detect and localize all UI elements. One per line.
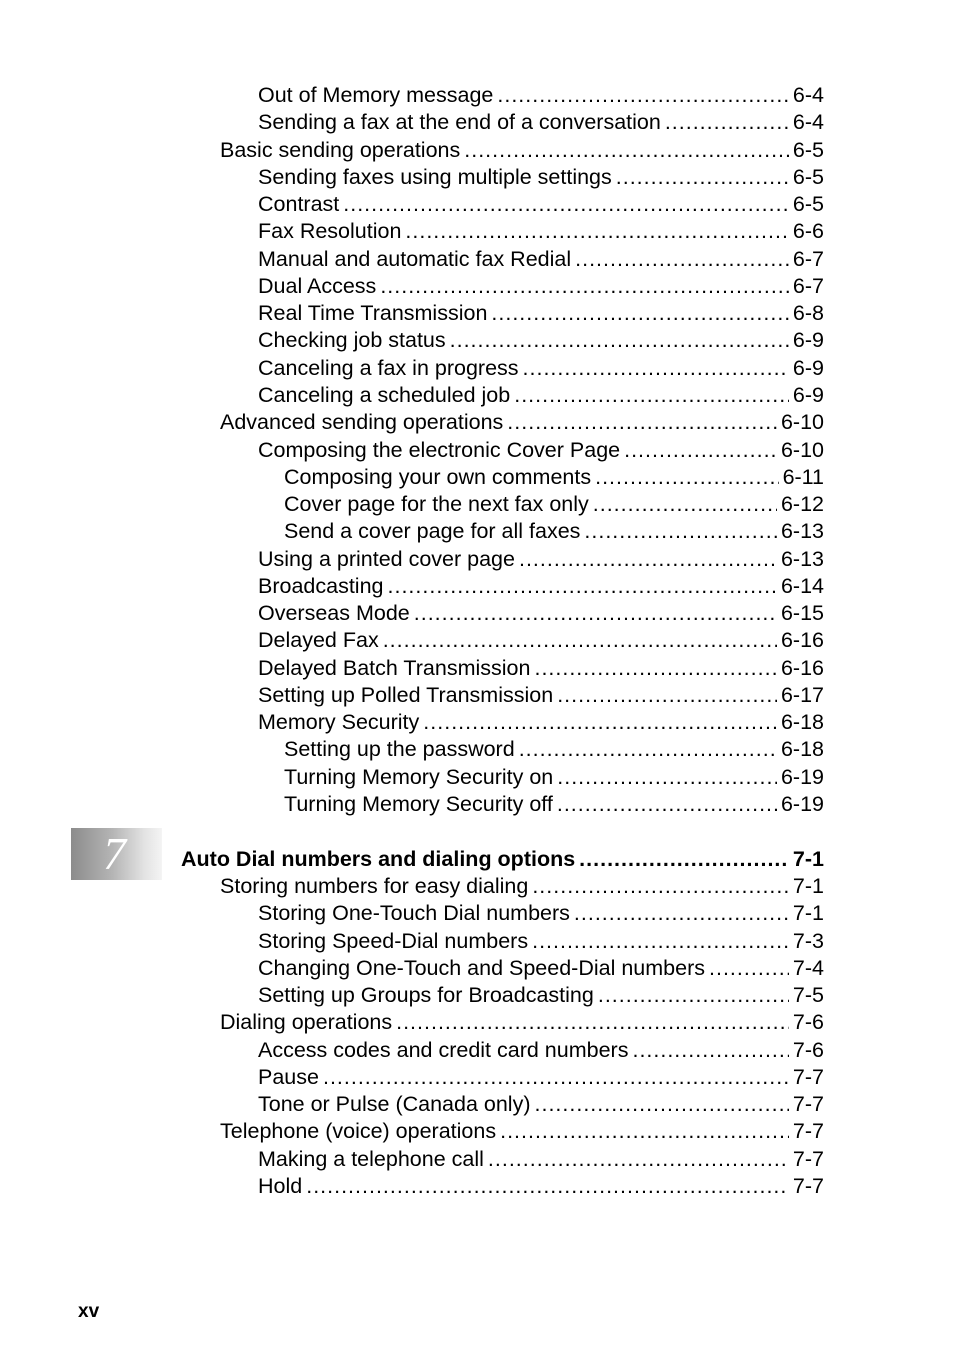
toc-entry-title: Contrast <box>258 192 340 216</box>
toc-entry-title: Cover page for the next fax only <box>284 492 589 516</box>
dot-leader <box>534 655 776 682</box>
toc-entry[interactable] <box>258 709 824 736</box>
chapter-tab <box>71 828 162 880</box>
dot-leader <box>396 1009 789 1036</box>
toc-entry-title: Sending a fax at the end of a conversation <box>258 110 661 134</box>
toc-entry[interactable] <box>284 491 824 518</box>
toc-entry-title: Storing One-Touch Dial numbers <box>258 901 570 925</box>
toc-entry-page: 6-18 <box>780 710 824 734</box>
dot-leader <box>532 873 789 900</box>
toc-entry[interactable] <box>258 273 824 300</box>
dot-leader <box>584 518 777 545</box>
dot-leader <box>624 437 777 464</box>
toc-entry-title: Tone or Pulse (Canada only) <box>258 1092 531 1116</box>
toc-entry-title: Broadcasting <box>258 574 384 598</box>
toc-entry[interactable] <box>258 682 824 709</box>
toc-entry-page: 6-5 <box>792 192 824 216</box>
toc-entry-title: Fax Resolution <box>258 219 402 243</box>
toc-entry-page: 6-5 <box>792 138 824 162</box>
toc-entry-title: Making a telephone call <box>258 1147 484 1171</box>
dot-leader <box>507 409 777 436</box>
dot-leader <box>488 1146 789 1173</box>
toc-entry-page: 6-11 <box>782 465 824 489</box>
dot-leader <box>464 137 789 164</box>
toc-entry[interactable] <box>258 955 824 982</box>
toc-entry[interactable] <box>284 736 824 763</box>
dot-leader <box>343 191 789 218</box>
dot-leader <box>709 955 789 982</box>
toc-entry-title: Real Time Transmission <box>258 301 488 325</box>
toc-entry-page: 7-1 <box>792 874 824 898</box>
toc-entry-page: 6-9 <box>792 328 824 352</box>
toc-entry-title: Setting up the password <box>284 737 515 761</box>
toc-entry-page: 6-13 <box>780 547 824 571</box>
toc-entry-title: Basic sending operations <box>220 138 461 162</box>
toc-entry-page: 6-6 <box>792 219 824 243</box>
dot-leader <box>665 109 789 136</box>
dot-leader <box>598 982 789 1009</box>
toc-entry[interactable] <box>258 928 824 955</box>
toc-entry-title: Telephone (voice) operations <box>220 1119 497 1143</box>
dot-leader <box>450 327 789 354</box>
toc-entry-title: Setting up Polled Transmission <box>258 683 554 707</box>
dot-leader <box>616 164 789 191</box>
toc-entry[interactable] <box>258 437 824 464</box>
toc-entry-title: Using a printed cover page <box>258 547 515 571</box>
toc-entry-title: Composing your own comments <box>284 465 592 489</box>
toc-entry[interactable] <box>284 791 824 818</box>
toc-entry-page: 6-4 <box>792 110 824 134</box>
dot-leader <box>491 300 789 327</box>
dot-leader <box>557 764 777 791</box>
toc-entry-title: Delayed Batch Transmission <box>258 656 531 680</box>
toc-entry-page: 6-12 <box>780 492 824 516</box>
toc-entry-title: Canceling a fax in progress <box>258 356 519 380</box>
dot-leader <box>535 1091 789 1118</box>
toc-entry-page: 7-1 <box>792 847 824 871</box>
toc-entry[interactable] <box>258 600 824 627</box>
toc-entry-title: Delayed Fax <box>258 628 379 652</box>
toc-entry-title: Changing One-Touch and Speed-Dial numbers <box>258 956 705 980</box>
toc-entry[interactable] <box>258 573 824 600</box>
toc-entry-title: Turning Memory Security off <box>284 792 553 816</box>
toc-entry[interactable] <box>258 1064 824 1091</box>
toc-entry[interactable] <box>258 109 824 136</box>
toc-entry[interactable] <box>258 900 824 927</box>
dot-leader <box>383 627 777 654</box>
toc-entry-page: 6-7 <box>792 247 824 271</box>
dot-leader <box>532 928 789 955</box>
toc-entry[interactable] <box>220 1009 824 1036</box>
toc-entry[interactable] <box>258 300 824 327</box>
toc-entry-title: Pause <box>258 1065 319 1089</box>
toc-entry-page: 7-7 <box>792 1092 824 1116</box>
toc-entry[interactable] <box>258 191 824 218</box>
dot-leader <box>514 382 789 409</box>
toc-entry[interactable] <box>258 1037 824 1064</box>
toc-entry-page: 7-6 <box>792 1010 824 1034</box>
toc-entry-page: 6-10 <box>780 410 824 434</box>
toc-entry-title: Overseas Mode <box>258 601 410 625</box>
toc-entry-title: Auto Dial numbers and dialing options <box>181 847 576 871</box>
toc-entry-page: 7-7 <box>792 1119 824 1143</box>
chapter-tab-number: 7 <box>103 828 126 879</box>
toc-entry-title: Out of Memory message <box>258 83 494 107</box>
dot-leader <box>557 682 777 709</box>
toc-entry[interactable] <box>258 382 824 409</box>
toc-entry[interactable] <box>258 1173 824 1200</box>
toc-entry-page: 6-15 <box>780 601 824 625</box>
toc-entry[interactable] <box>284 764 824 791</box>
toc-entry-page: 6-19 <box>780 765 824 789</box>
toc-entry[interactable] <box>258 546 824 573</box>
toc-entry[interactable] <box>258 82 824 109</box>
toc-entry[interactable] <box>284 464 824 491</box>
dot-leader <box>380 273 789 300</box>
toc-entry-page: 7-1 <box>792 901 824 925</box>
dot-leader <box>388 573 777 600</box>
dot-leader <box>632 1037 788 1064</box>
toc-entry[interactable] <box>258 627 824 654</box>
toc-entry-title: Access codes and credit card numbers <box>258 1038 629 1062</box>
toc-entry[interactable] <box>258 355 824 382</box>
toc-entry-page: 7-6 <box>792 1038 824 1062</box>
dot-leader <box>519 546 777 573</box>
toc-entry-page: 6-10 <box>780 438 824 462</box>
dot-leader <box>595 464 778 491</box>
toc-entry[interactable] <box>220 409 824 436</box>
toc-entry-page: 6-16 <box>780 656 824 680</box>
toc-entry[interactable] <box>258 1091 824 1118</box>
toc-entry-page: 6-16 <box>780 628 824 652</box>
toc-entry-title: Storing Speed-Dial numbers <box>258 929 529 953</box>
toc-entry-page: 6-18 <box>780 737 824 761</box>
dot-leader <box>519 736 777 763</box>
toc-entry-page: 6-17 <box>780 683 824 707</box>
dot-leader <box>306 1173 789 1200</box>
toc-entry-title: Composing the electronic Cover Page <box>258 438 621 462</box>
toc-entry-page: 7-4 <box>792 956 824 980</box>
toc-entry[interactable] <box>258 1146 824 1173</box>
toc-entry-page: 7-7 <box>792 1174 824 1198</box>
toc-entry-title: Checking job status <box>258 328 446 352</box>
toc-entry-title: Storing numbers for easy dialing <box>220 874 529 898</box>
dot-leader <box>574 900 789 927</box>
toc-entry[interactable] <box>258 982 824 1009</box>
dot-leader <box>579 846 789 873</box>
toc-entry-title: Dialing operations <box>220 1010 393 1034</box>
dot-leader <box>414 600 777 627</box>
toc-entry-page: 6-9 <box>792 383 824 407</box>
dot-leader <box>323 1064 789 1091</box>
toc-entry-page: 6-4 <box>792 83 824 107</box>
dot-leader <box>557 791 777 818</box>
toc-entry-page: 6-5 <box>792 165 824 189</box>
toc-entry-title: Memory Security <box>258 710 420 734</box>
dot-leader <box>497 82 789 109</box>
toc-entry-page: 7-7 <box>792 1147 824 1171</box>
toc-entry-title: Sending faxes using multiple settings <box>258 165 612 189</box>
toc-entry-page: 7-3 <box>792 929 824 953</box>
dot-leader <box>575 246 789 273</box>
toc-entry-title: Canceling a scheduled job <box>258 383 511 407</box>
toc-entry-title: Turning Memory Security on <box>284 765 554 789</box>
toc-entry-title: Dual Access <box>258 274 377 298</box>
toc-entry-page: 7-7 <box>792 1065 824 1089</box>
toc-entry[interactable] <box>220 137 824 164</box>
toc-chapter-heading[interactable] <box>181 846 824 873</box>
toc-entry-title: Hold <box>258 1174 303 1198</box>
dot-leader <box>423 709 777 736</box>
toc-entry-page: 6-13 <box>780 519 824 543</box>
dot-leader <box>593 491 777 518</box>
toc-entry-title: Send a cover page for all faxes <box>284 519 581 543</box>
toc-entry[interactable] <box>258 655 824 682</box>
toc-entry[interactable] <box>220 873 824 900</box>
toc-entry-page: 6-7 <box>792 274 824 298</box>
dot-leader <box>405 218 789 245</box>
toc-entry[interactable] <box>284 518 824 545</box>
toc-entry-page: 7-5 <box>792 983 824 1007</box>
toc-entry[interactable] <box>258 218 824 245</box>
toc-entry-title: Setting up Groups for Broadcasting <box>258 983 594 1007</box>
toc-entry[interactable] <box>258 327 824 354</box>
toc-entry-page: 6-14 <box>780 574 824 598</box>
toc-entry-title: Advanced sending operations <box>220 410 504 434</box>
toc-entry-page: 6-8 <box>792 301 824 325</box>
dot-leader <box>523 355 789 382</box>
toc-entry-page: 6-9 <box>792 356 824 380</box>
toc-entry-page: 6-19 <box>780 792 824 816</box>
toc-entry[interactable] <box>258 246 824 273</box>
page-number: xv <box>78 1301 100 1322</box>
toc-entry[interactable] <box>220 1118 824 1145</box>
toc-entry[interactable] <box>258 164 824 191</box>
toc-entry-title: Manual and automatic fax Redial <box>258 247 572 271</box>
dot-leader <box>500 1118 789 1145</box>
